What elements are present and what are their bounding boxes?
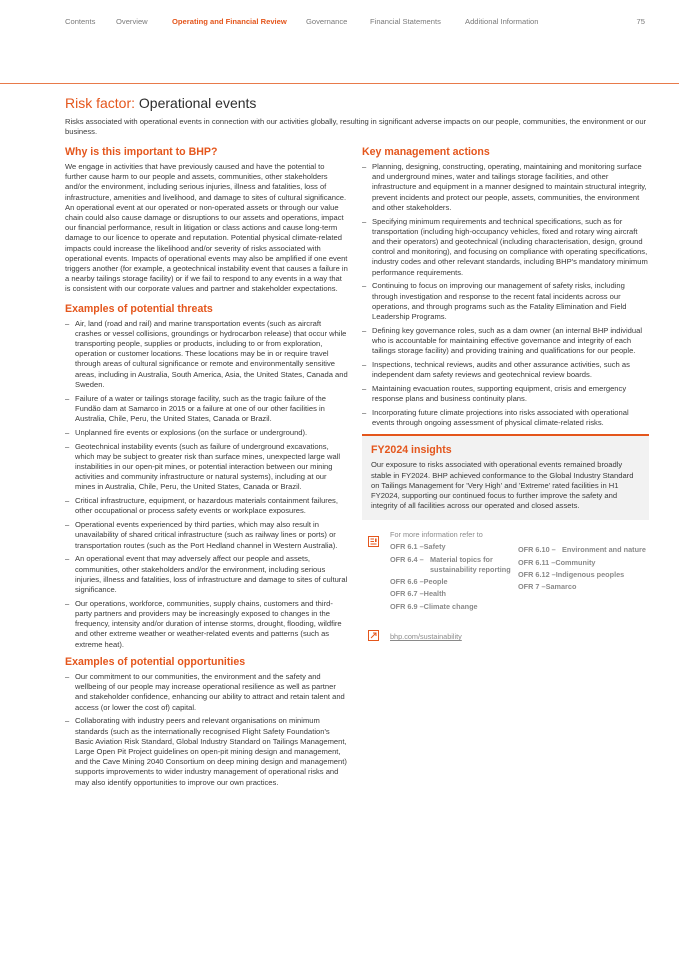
external-link-row	[362, 630, 649, 646]
reference-link[interactable]: OFR 6.9 – Climate change	[390, 601, 478, 611]
references-list-right	[518, 545, 649, 594]
opportunities-list	[65, 672, 348, 788]
intro-paragraph: Risks associated with operational events in connection with our activities globally, resulting in significant adverse impacts on our people, communities, the environment or our business.	[65, 117, 647, 137]
list-item: – Critical infrastructure, equipment, or hazardous materials containment failures, other occupational or process safety events or workplace exposures.	[65, 496, 348, 516]
top-navigation	[65, 17, 645, 29]
nav-contents[interactable]: Contents	[65, 17, 96, 26]
references-label: For more information refer to	[390, 530, 483, 540]
key-management-heading: Key management actions	[362, 146, 490, 158]
sustainability-link[interactable]: bhp.com/sustainability	[390, 632, 462, 642]
insights-heading: FY2024 insights	[371, 444, 452, 457]
list-item: – Defining key governance roles, such as a dam owner (an internal BHP individual who is accountable for maintaining effective governance and integrity of each tailings storage facility) and providing training and qualifications for our people.	[362, 326, 649, 357]
reference-link[interactable]: OFR 7 – Samarco	[518, 582, 577, 592]
list-item: – Geotechnical instability events (such as failure of underground excavations, which may be subject to greater risk than surface mines, unexpected large wall instabilities in our open-pit mines, or potential interaction between our mining activities and community infrastructure or natural systems), including at our mines in Australia, Chile, Peru, the United States, Canada or Brazil.	[65, 442, 348, 493]
list-item: – Planning, designing, constructing, operating, maintaining and monitoring surface and underground mines, water and tailings storage facilities, and other infrastructure and equipment in a manner designed to maintain structural integrity, prevent incidents and protect our people, assets, communities, the environment and other stakeholders.	[362, 162, 649, 213]
references-list-left	[390, 542, 518, 613]
reference-link[interactable]: OFR 6.4 – Material topics for sustainability reporting	[390, 554, 511, 574]
reference-link[interactable]: OFR 6.10 – Environment and nature	[518, 545, 646, 555]
threats-list	[65, 319, 348, 650]
external-link-icon	[368, 630, 379, 641]
nav-additional-information[interactable]: Additional Information	[465, 17, 539, 26]
right-column	[362, 146, 649, 646]
why-heading: Why is this important to BHP?	[65, 146, 218, 158]
nav-governance[interactable]: Governance	[306, 17, 348, 26]
list-item: – Inspections, technical reviews, audits and other assurance activities, such as independent dam safety reviews and geotechnical review boards.	[362, 360, 649, 380]
list-item: – Continuing to focus on improving our management of safety risks, including through investigation and response to the recent fatal incidents across our operations, and through programs such as the Fatality Elimination and Field Leadership Programs.	[362, 281, 649, 322]
references-block	[362, 530, 649, 630]
list-item: – Specifying minimum requirements and technical specifications, such as for transportation (including high-occupancy vehicles, fixed and rotary wing aircraft and their operators) and geotechnical (including characterisation, design, ground control and monitoring), and focusing on compliance with operating specifications, industry codes and other relevant standards, including BHP's mandatory minimum performance requirements.	[362, 217, 649, 278]
reference-link[interactable]: OFR 6.11 – Community	[518, 557, 596, 567]
document-icon	[368, 536, 379, 547]
list-item: – Operational events experienced by third parties, which may also result in unavailability of shared critical infrastructure (such as railway lines or ports) or transportation routes (such as the Port Hedland channel in Western Australia).	[65, 520, 348, 551]
nav-overview[interactable]: Overview	[116, 17, 148, 26]
why-body: We engage in activities that have previously caused and have the potential to further cause harm to our people and assets, communities, other stakeholders and/or the environment, including serious injuries, illness and fatalities, loss of infrastructure, amenities and livelihood, and damage to sites of cultural significance. An operational event at our operated or non-operated assets or through our value chain could also cause damage or disruptions to our assets and operations, impact our financial performance, result in litigation or class actions and cause long-term damage to our licence to operate and reputation. Potential physical climate-related impacts could increase the likelihood and/or severity of risks associated with operational events. Impacts of operational events may also be amplified if one event triggers another (for example, a geotechnical instability event that causes a failure in a nearby tailings storage facility) or if we fail to respond to any events in a way that is consistent with our corporate values and partner and stakeholder expectations.	[65, 162, 348, 294]
list-item: – Maintaining evacuation routes, supporting equipment, crisis and emergency response plans and business continuity plans.	[362, 384, 649, 404]
left-column	[65, 146, 348, 791]
list-item: – Collaborating with industry peers and relevant organisations on minimum standards (such as the internationally recognised Flight Safety Foundation's Basic Aviation Risk Standard, Global Industry Standard on Tailings Management, Large Open Pit Project guidelines on open-pit mining design and management, and the Cave Mining 2040 Consortium on deep mining design and management) supports improvements to wider industry management of operational risks and may also identify opportunities to improve our own practices.	[65, 716, 348, 787]
reference-link[interactable]: OFR 6.6 – People	[390, 577, 448, 587]
page-title	[65, 95, 256, 111]
title-prefix: Risk factor:	[65, 95, 136, 111]
list-item: – Failure of a water or tailings storage facility, such as the tragic failure of the Fundão dam at Samarco in 2015 or a failure at one of our other facilities in Australia, Chile, Peru, the United States, Canada or Brazil.	[65, 394, 348, 425]
reference-link[interactable]: OFR 6.7 – Health	[390, 589, 446, 599]
nav-operating-financial-review[interactable]: Operating and Financial Review	[172, 17, 287, 26]
insights-panel	[362, 434, 649, 520]
title-text: Operational events	[138, 95, 257, 111]
list-item: – Our commitment to our communities, the environment and the safety and wellbeing of our people may increase operational resilience as well as partner and stakeholder confidence, enhancing our ability to attract and retain talent and access (or lower the cost of) capital.	[65, 672, 348, 713]
list-item: – Our operations, workforce, communities, supply chains, customers and third-party partners and providers may be increasingly exposed to changes in the frequency, intensity and/or duration of intense storms, drought, flooding, wildfire and other extreme weather or weather-related events and patterns (such as extreme heat).	[65, 599, 348, 650]
reference-link[interactable]: OFR 6.12 – Indigenous peoples	[518, 570, 625, 580]
insights-body: Our exposure to risks associated with operational events remained broadly stable in FY2024. BHP achieved conformance to the Global Industry Standard on Tailings Management for 'Very High' and 'Extreme' rated facilities in H1 FY2024, supporting our continued focus to further improve the safety and integrity of all facilities across our operated and closed assets.	[371, 460, 634, 511]
threats-heading: Examples of potential threats	[65, 302, 213, 315]
key-management-list	[362, 162, 649, 428]
opportunities-heading: Examples of potential opportunities	[65, 655, 246, 668]
nav-financial-statements[interactable]: Financial Statements	[370, 17, 441, 26]
reference-link[interactable]: OFR 6.1 – Safety	[390, 542, 446, 552]
page-number: 75	[636, 17, 645, 26]
header-divider	[0, 83, 679, 84]
list-item: – An operational event that may adversely affect our people and assets, communities, other stakeholders and/or the environment, including serious injuries, illness and fatalities, loss of infrastructure and damage to sites of cultural significance.	[65, 554, 348, 595]
list-item: – Unplanned fire events or explosions (on the surface or underground).	[65, 428, 348, 438]
list-item: – Air, land (road and rail) and marine transportation events (such as aircraft crashes or vessel collisions, groundings or hydrocarbon release) that occur while transporting people, supplies or products, including to or from exploration, operation or customer locations. These locations may be in or require travel through areas of cultural significance or remote and environmentally sensitive areas, including in Australia, South America, Asia, the United States, Canada and Sweden.	[65, 319, 348, 390]
list-item: – Incorporating future climate projections into risks associated with operational events through ongoing assessment of physical climate-related risks.	[362, 408, 649, 428]
